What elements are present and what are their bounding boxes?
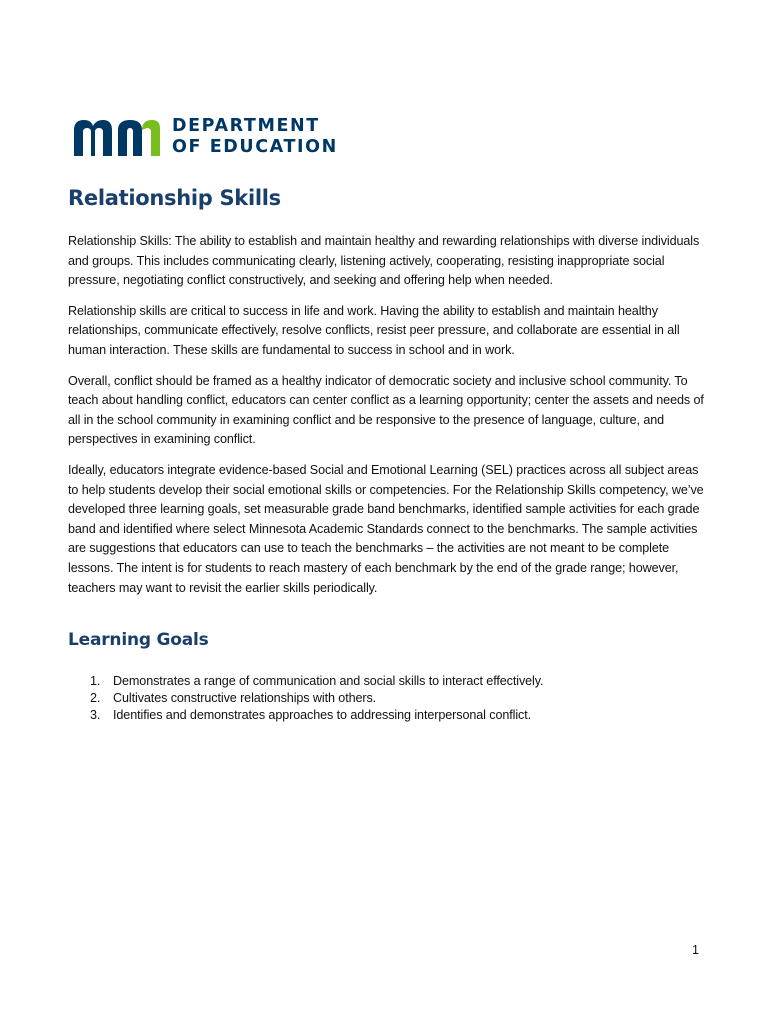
paragraph-definition: Relationship Skills: The ability to establish and maintain healthy and rewarding relationships with diverse individuals and groups. This includes communicating clearly, listening actively, cooperating, resisting inappropriate social pressure, negotiating conflict constructively, and seeking and offering help when needed. (68, 234, 700, 288)
mn-logo-mark-icon (74, 118, 160, 156)
learning-goals-heading: Learning Goals (68, 630, 209, 650)
list-item-text: Cultivates constructive relationships with others. (113, 691, 377, 705)
learning-goals-list (68, 673, 688, 724)
list-item (68, 673, 688, 690)
mde-logo (74, 112, 364, 162)
paragraph-sel-practices: Ideally, educators integrate evidence-based Social and Emotional Learning (SEL) practices across all subject areas to help students develop their social emotional skills or competencies. For the Relationship Skills competency, we’ve developed three learning goals, set measurable grade band benchmarks, identified sample activities for each grade band and identified where select Minnesota Academic Standards connect to the benchmarks. The sample activities are suggestions that educators can use to teach the benchmarks – the activities are not meant to be complete lessons. The intent is for students to reach mastery of each benchmark by the end of the grade range; however, teachers may want to revisit the earlier skills periodically. (68, 462, 704, 595)
list-item-number: 1. (90, 674, 101, 688)
list-item-text: Identifies and demonstrates approaches to addressing interpersonal conflict. (113, 708, 532, 722)
list-item (68, 707, 688, 724)
page-title: Relationship Skills (68, 186, 281, 210)
list-item-number: 2. (90, 691, 101, 705)
list-item (68, 690, 688, 707)
body-text (68, 232, 708, 609)
logo-line-department: DEPARTMENT (172, 116, 320, 136)
list-item-number: 3. (90, 708, 101, 722)
page-number: 1 (692, 943, 699, 957)
logo-wordmark (172, 116, 338, 158)
list-item-text: Demonstrates a range of communication and social skills to interact effectively. (113, 674, 544, 688)
paragraph-conflict: Overall, conflict should be framed as a healthy indicator of democratic society and inclusive school community. To teach about handling conflict, educators can center conflict as a learning opportunity; center the assets and needs of all in the school community in examining conflict and be responsive to the presence of language, culture, and perspectives in examining conflict. (68, 373, 704, 447)
paragraph-importance: Relationship skills are critical to success in life and work. Having the ability to establish and maintain healthy relationships, communicate effectively, resolve conflicts, resist peer pressure, and collaborate are essential in all human interaction. These skills are fundamental to success in school and in work. (68, 303, 680, 357)
logo-line-of-education: OF EDUCATION (172, 137, 338, 157)
